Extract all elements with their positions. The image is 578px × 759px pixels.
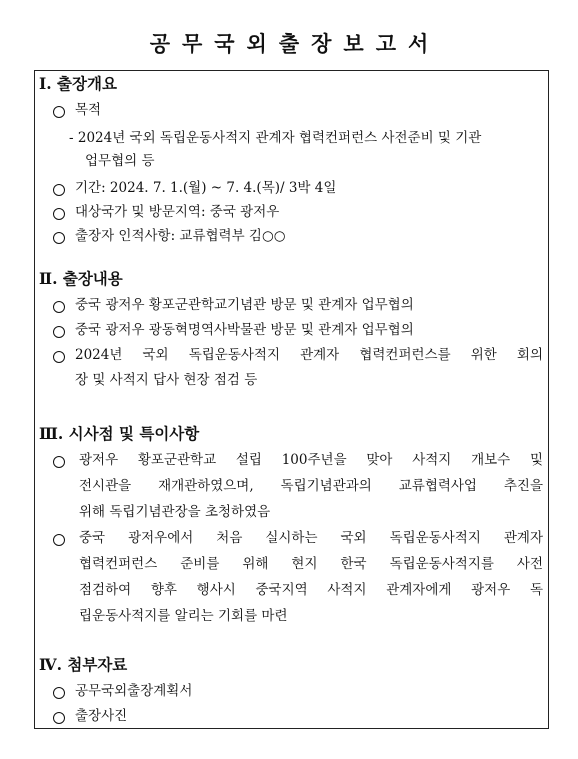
attachment-plan: 공무국외출장계획서 [75,683,193,699]
circle-bullet-icon [53,456,65,468]
attachment-photos: 출장사진 [75,708,128,724]
report-body-box [34,70,549,729]
document-title: 공무국외출장보고서 [149,31,441,56]
implication-2-line3: 점검하여 향후 행사시 중국지역 사적지 관계자에게 광저우 독 [79,582,543,598]
content-item-2: 중국 광저우 광동혁명역사박물관 방문 및 관계자 업무협의 [75,322,414,338]
content-item-3-line1: 2024년 국외 독립운동사적지 관계자 협력컨퍼런스를 위한 회의 [75,347,543,363]
section-heading-attachments: Ⅳ. 첨부자료 [39,655,128,674]
purpose-detail: - 2024년 국외 독립운동사적지 관계자 협력컨퍼런스 사전준비 및 기관 [69,130,482,146]
circle-bullet-icon [53,534,65,546]
implication-2-line2: 협력컨퍼런스 준비를 위해 현지 한국 독립운동사적지를 사전 [79,556,543,572]
circle-bullet-icon [53,184,65,196]
circle-bullet-icon [53,326,65,338]
item-destination: 대상국가 및 방문지역: 중국 광저우 [75,204,280,220]
circle-bullet-icon [53,232,65,244]
section-heading-overview: Ⅰ. 출장개요 [39,74,117,93]
item-period: 기간: 2024. 7. 1.(월) ~ 7. 4.(목)/ 3박 4일 [75,180,337,196]
section-heading-content: Ⅱ. 출장내용 [39,269,123,288]
purpose-detail-cont: 업무협의 등 [85,153,155,169]
circle-bullet-icon [53,301,65,313]
content-item-3-line2: 장 및 사적지 답사 현장 점검 등 [75,372,258,388]
content-item-1: 중국 광저우 황포군관학교기념관 방문 및 관계자 업무협의 [75,297,414,313]
item-traveler: 출장자 인적사항: 교류협력부 김○○ [75,228,286,244]
item-purpose: 목적 [75,102,102,118]
implication-1-line3: 위해 독립기념관장을 초청하였음 [79,504,271,520]
implication-1-line1: 광저우 황포군관학교 설립 100주년을 맞아 사적지 개보수 및 [79,452,543,468]
implication-1-line2: 전시관을 재개관하였으며, 독립기념관과의 교류협력사업 추진을 [79,478,543,494]
circle-bullet-icon [53,712,65,724]
section-heading-implications: Ⅲ. 시사점 및 특이사항 [39,424,200,443]
circle-bullet-icon [53,208,65,220]
implication-2-line4: 립운동사적지를 알리는 기회를 마련 [79,608,288,624]
circle-bullet-icon [53,687,65,699]
circle-bullet-icon [53,106,65,118]
implication-2-line1: 중국 광저우에서 처음 실시하는 국외 독립운동사적지 관계자 [79,530,543,546]
circle-bullet-icon [53,351,65,363]
